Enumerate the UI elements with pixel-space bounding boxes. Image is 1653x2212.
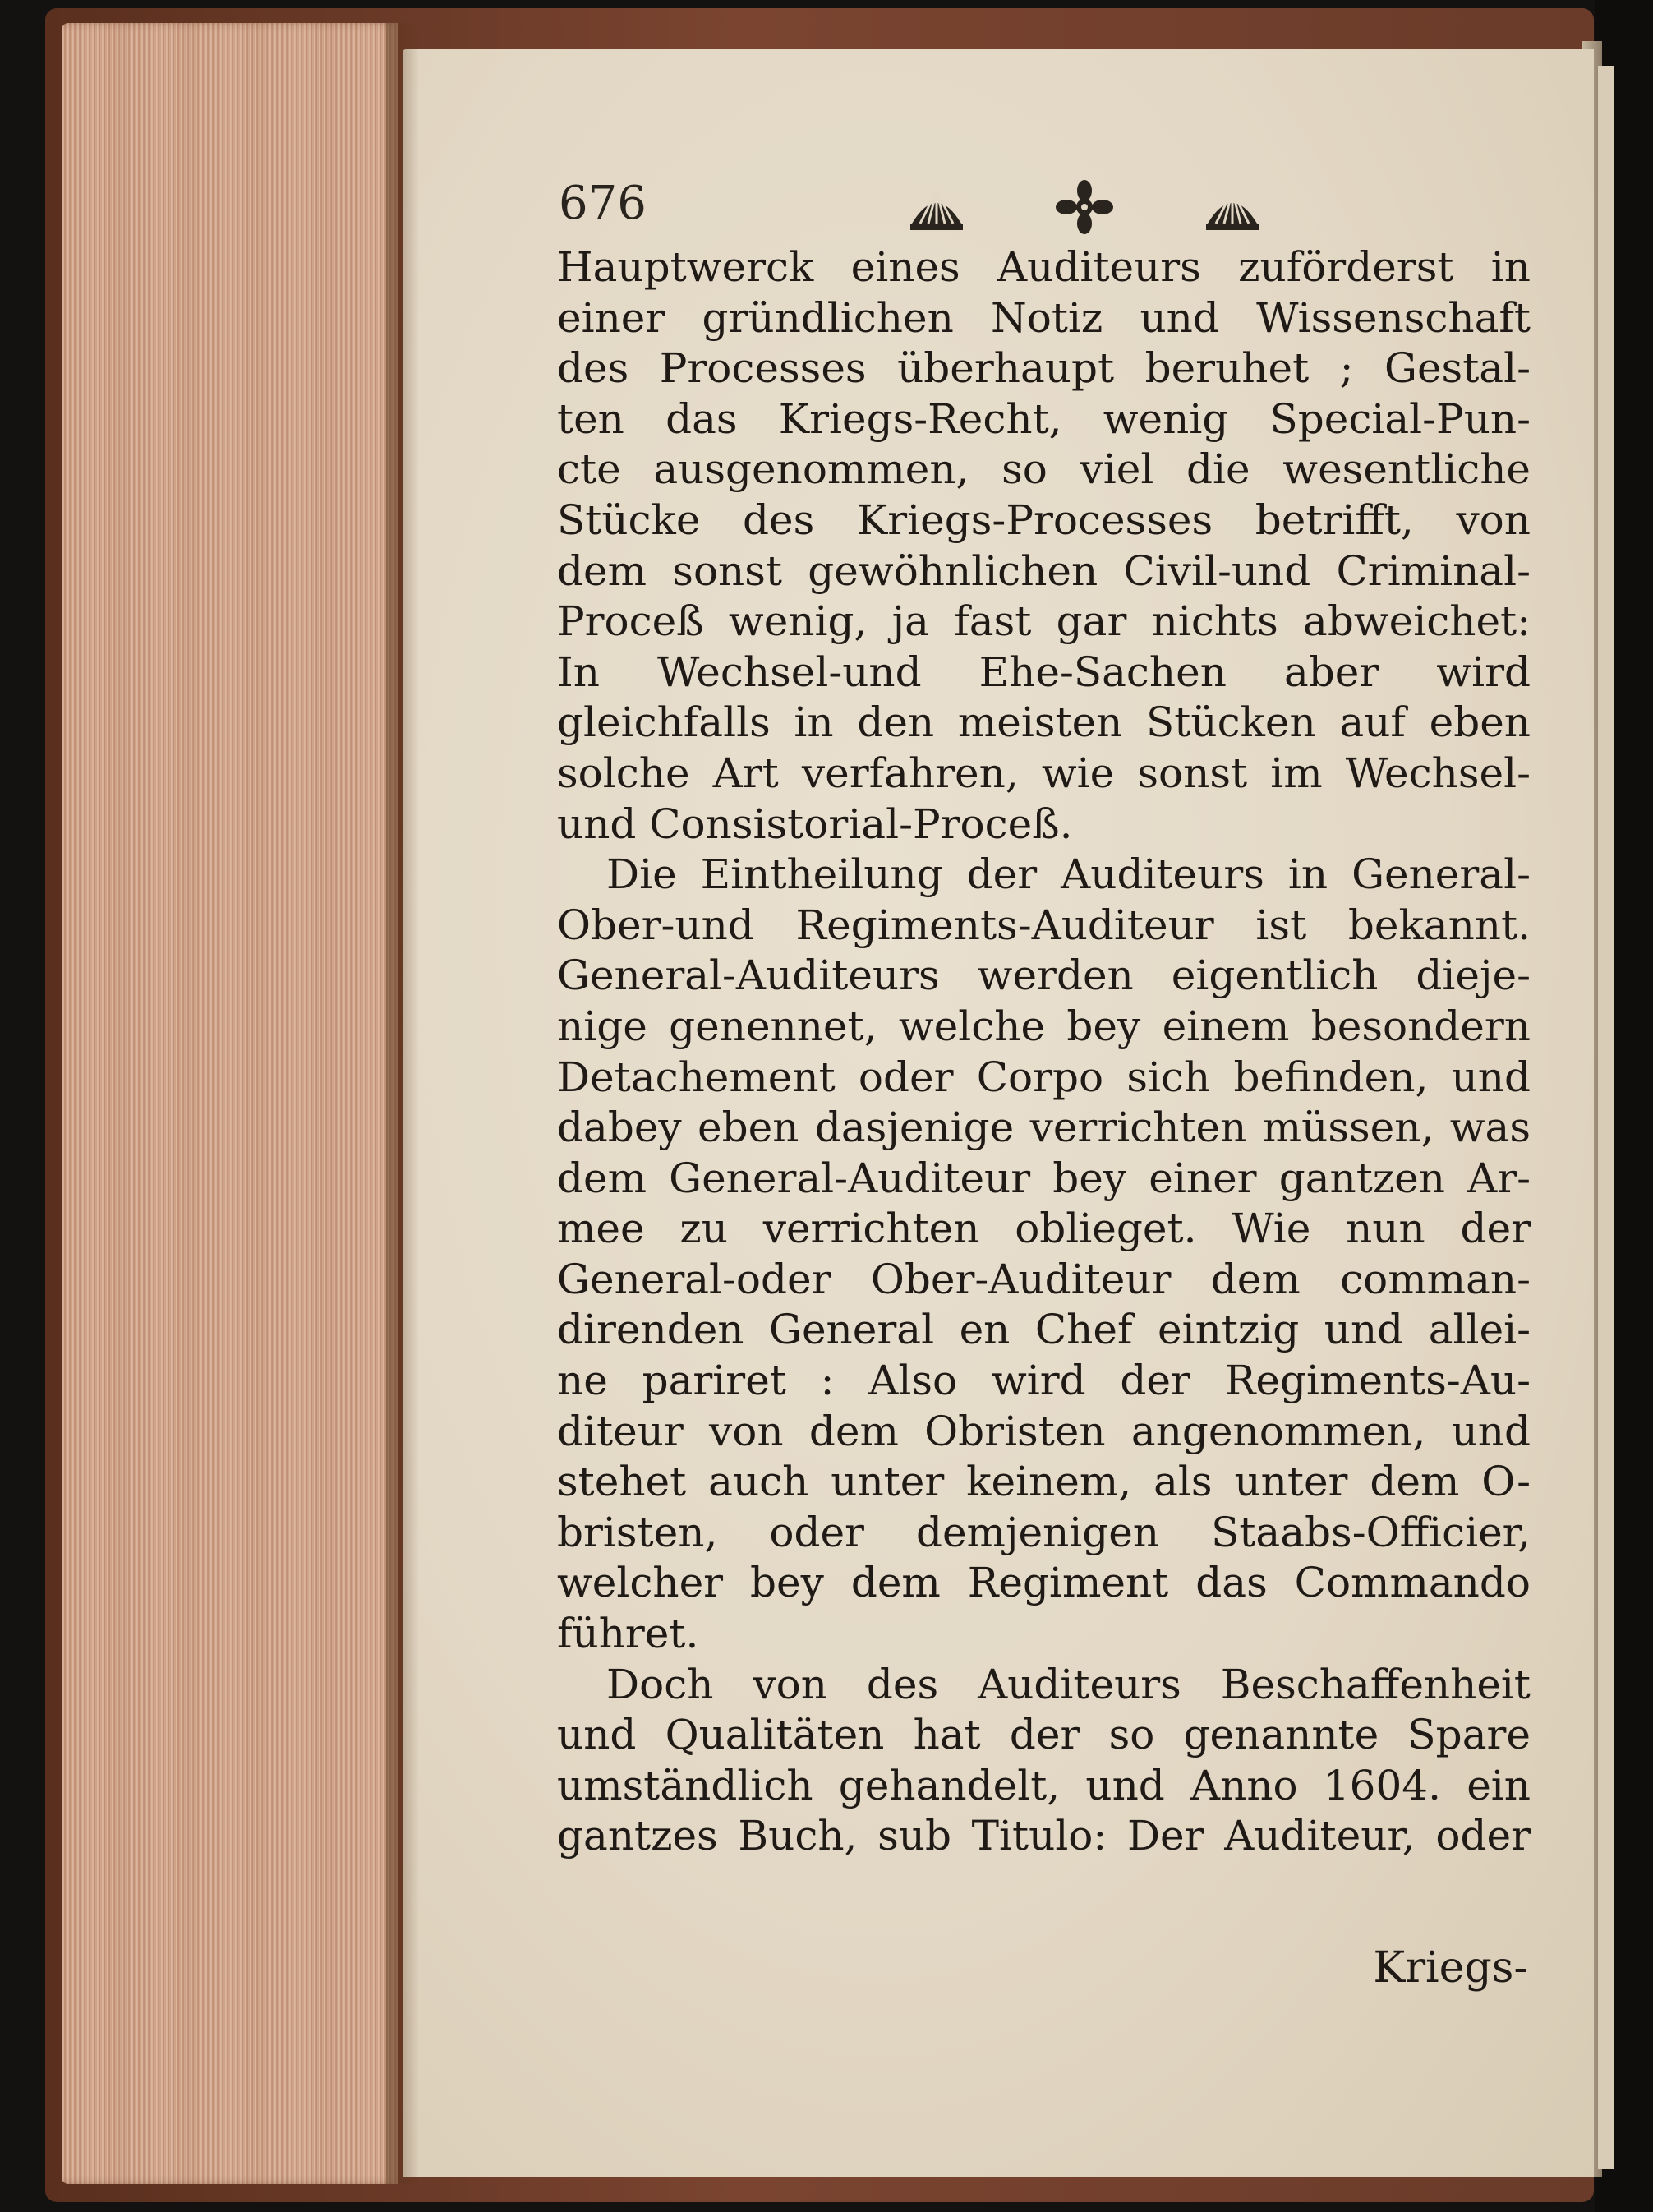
text-line: dabey eben dasjenige verrichten müssen, was — [557, 1104, 1531, 1152]
text-line: führet. — [557, 1610, 699, 1658]
catchword: Kriegs- — [1373, 1943, 1528, 1993]
text-line: und Qualitäten hat der so genannte Spare — [557, 1711, 1531, 1759]
page-number: 676 — [559, 177, 647, 230]
shell-ornament-icon — [1199, 178, 1265, 236]
text-line: General-oder Ober-Auditeur dem comman- — [557, 1255, 1531, 1303]
text-line: diteur von dem Obristen angenommen, und — [557, 1407, 1531, 1455]
body-text — [557, 242, 1531, 1862]
text-line: umständlich gehandelt, und Anno 1604. ein — [557, 1761, 1531, 1809]
page-header — [559, 173, 1528, 238]
text-line: solche Art verfahren, wie sonst im Wechsel- — [557, 749, 1531, 797]
text-line: ne pariret : Also wird der Regiments-Au- — [557, 1357, 1531, 1405]
text-line: des Processes überhaupt beruhet ; Gestal- — [557, 344, 1531, 393]
text-line: bristen, oder demjenigen Staabs-Officier, — [557, 1508, 1531, 1556]
text-line: Stücke des Kriegs-Processes betrifft, von — [557, 495, 1531, 544]
text-line: Hauptwerck eines Auditeurs zuförderst in — [557, 243, 1531, 291]
text-line: Ober-und Regiments-Auditeur ist bekannt. — [557, 901, 1531, 949]
text-line: Proceß wenig, ja fast gar nichts abweichet: — [557, 597, 1531, 646]
text-line: gleichfalls in den meisten Stücken auf eben — [557, 698, 1531, 747]
text-line: einer gründlichen Notiz und Wissenschaft — [557, 293, 1531, 342]
text-line: In Wechsel-und Ehe-Sachen aber wird — [557, 647, 1531, 696]
text-line: mee zu verrichten oblieget. Wie nun der — [557, 1205, 1531, 1253]
text-line: gantzes Buch, sub Titulo: Der Auditeur, oder — [557, 1812, 1531, 1860]
text-line: welcher bey dem Regiment das Commando — [557, 1559, 1531, 1607]
text-line: cte ausgenommen, so viel die wesentliche — [557, 445, 1531, 494]
text-line: dem sonst gewöhnlichen Civil-und Criminal- — [557, 546, 1531, 595]
text-line: General-Auditeurs werden eigentlich dieje- — [557, 952, 1531, 1000]
page-edges-stack — [62, 23, 398, 2184]
text-line: Doch von des Auditeurs Beschaffenheit — [606, 1660, 1531, 1708]
gutter-shadow — [386, 23, 419, 2184]
text-line: ten das Kriegs-Recht, wenig Special-Pun- — [557, 394, 1531, 443]
text-line: Detachement oder Corpo sich befinden, und — [557, 1053, 1531, 1101]
header-ornaments — [904, 174, 1265, 240]
text-line: und Consistorial-Proceß. — [557, 800, 1073, 848]
text-line: Die Eintheilung der Auditeurs in General- — [606, 850, 1531, 899]
facing-page-edge — [1598, 66, 1614, 2169]
shell-ornament-icon — [904, 178, 969, 236]
text-line: direnden General en Chef eintzig und allei- — [557, 1306, 1531, 1354]
flower-ornament-icon — [1052, 178, 1117, 236]
text-line: stehet auch unter keinem, als unter dem O- — [557, 1458, 1531, 1506]
text-line: nige genennet, welche bey einem besondern — [557, 1002, 1531, 1050]
text-line: dem General-Auditeur bey einer gantzen Ar- — [557, 1154, 1531, 1202]
